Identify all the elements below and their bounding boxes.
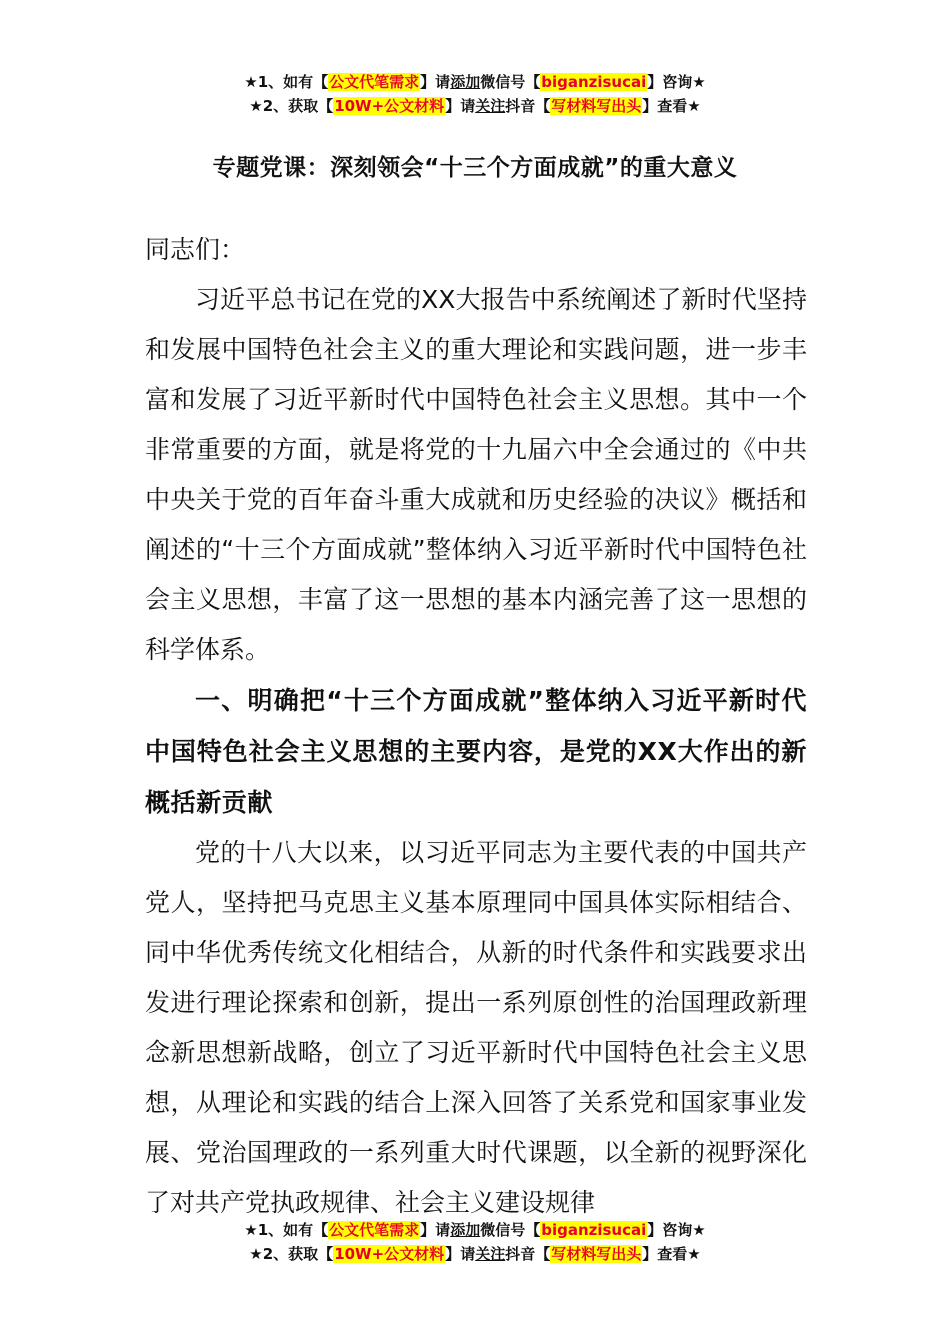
highlight-service: 公文代笔需求 <box>329 73 420 91</box>
promo-line-1: ★1、如有【公文代笔需求】请添加微信号【biganzisucai】咨询★ <box>244 73 706 91</box>
highlight-materials: 10W+公文材料 <box>334 1245 445 1263</box>
highlight-douyin-account: 写材料写出头 <box>551 97 642 115</box>
highlight-wechat-id: biganzisucai <box>541 1221 647 1239</box>
document-body <box>145 225 807 1228</box>
promo-line-2: ★2、获取【10W+公文材料】请关注抖音【写材料写出头】查看★ <box>249 97 701 115</box>
highlight-wechat-id: biganzisucai <box>541 73 647 91</box>
highlight-materials: 10W+公文材料 <box>334 97 445 115</box>
bottom-promo-banner <box>0 1218 950 1266</box>
promo-line-2: ★2、获取【10W+公文材料】请关注抖音【写材料写出头】查看★ <box>249 1245 701 1263</box>
paragraph-intro: 习近平总书记在党的XX大报告中系统阐述了新时代坚持和发展中国特色社会主义的重大理论和实践问题，进一步丰富和发展了习近平新时代中国特色社会主义思想。其中一个非常重要的方面，就是将党的十九届六中全会通过的《中共中央关于党的百年奋斗重大成就和历史经验的决议》概括和阐述的“十三个方面成就”整体纳入习近平新时代中国特色社会主义思想，丰富了这一思想的基本内涵完善了这一思想的科学体系。 <box>145 285 807 664</box>
promo-line-1: ★1、如有【公文代笔需求】请添加微信号【biganzisucai】咨询★ <box>244 1221 706 1239</box>
section-heading-1: 一、明确把“十三个方面成就”整体纳入习近平新时代中国特色社会主义思想的主要内容，是党的XX大作出的新概括新贡献 <box>145 686 807 817</box>
highlight-douyin-account: 写材料写出头 <box>551 1245 642 1263</box>
salutation: 同志们： <box>145 235 246 264</box>
highlight-service: 公文代笔需求 <box>329 1221 420 1239</box>
document-title: 专题党课：深刻领会“十三个方面成就”的重大意义 <box>212 155 738 181</box>
top-promo-banner <box>0 70 950 118</box>
paragraph-section-1: 党的十八大以来，以习近平同志为主要代表的中国共产党人，坚持把马克思主义基本原理同中国具体实际相结合、同中华优秀传统文化相结合，从新的时代条件和实践要求出发进行理论探索和创新，提出一系列原创性的治国理政新理念新思想新战略，创立了习近平新时代中国特色社会主义思想，从理论和实践的结合上深入回答了关系党和国家事业发展、党治国理政的一系列重大时代课题，以全新的视野深化了对共产党执政规律、社会主义建设规律 <box>145 838 807 1217</box>
